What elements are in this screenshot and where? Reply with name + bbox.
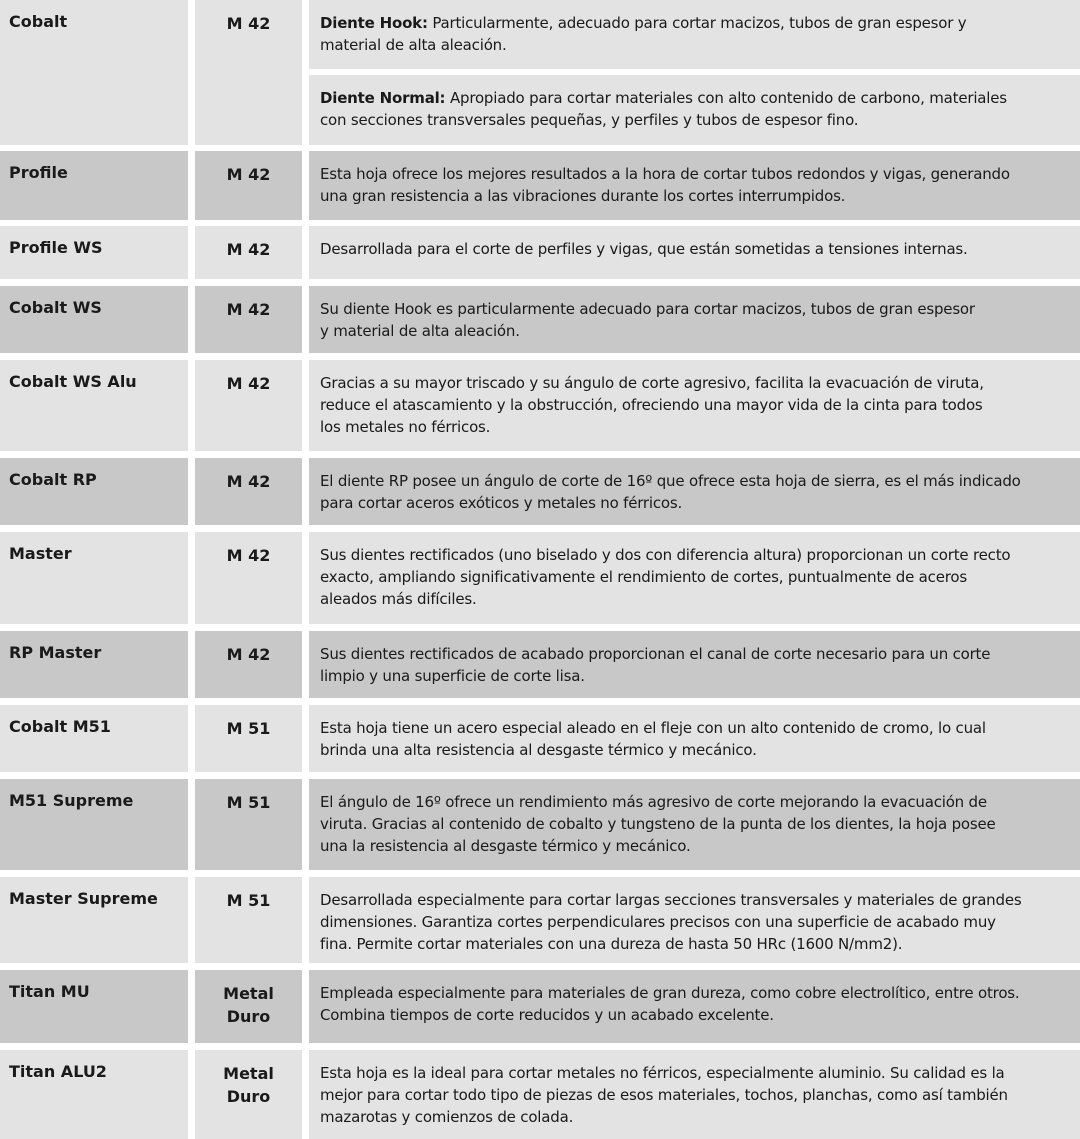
material-cell	[195, 360, 302, 451]
tooth-description	[309, 0, 1080, 69]
blade-name: Cobalt WS Alu	[9, 372, 137, 391]
description-cell	[309, 970, 1080, 1043]
description-line	[320, 12, 1076, 34]
material-label: M 42	[226, 374, 271, 393]
material-cell	[195, 151, 302, 220]
material-cell	[195, 705, 302, 772]
blade-name: Profile WS	[9, 238, 103, 257]
description-line: una gran resistencia a las vibraciones durante los cortes interrumpidos.	[320, 187, 846, 205]
blade-name-cell	[0, 532, 188, 624]
description-line: Sus dientes rectificados (uno biselado y dos con diferencia altura) proporcionan un corte recto	[320, 546, 1011, 564]
material-label: M 42	[226, 472, 271, 491]
blade-name: RP Master	[9, 643, 102, 662]
description-line: El diente RP posee un ángulo de corte de 16º que ofrece esta hoja de sierra, es el más indicado	[320, 472, 1021, 490]
description-line	[320, 109, 1076, 131]
description-text: Particularmente, adecuado para cortar macizos, tubos de gran espesor y	[432, 14, 967, 32]
description-line: los metales no férricos.	[320, 418, 491, 436]
description-cell	[309, 226, 1080, 279]
description-line: dimensiones. Garantiza cortes perpendiculares precisos con una superficie de acabado muy	[320, 913, 996, 931]
blade-name: Titan MU	[9, 982, 90, 1001]
material-cell	[195, 631, 302, 698]
description-line: El ángulo de 16º ofrece un rendimiento más agresivo de corte mejorando la evacuación de	[320, 793, 987, 811]
blade-name: Cobalt	[9, 12, 68, 31]
material-label: M 42	[226, 165, 271, 184]
material-label: M 42	[226, 546, 271, 565]
blade-name: Cobalt RP	[9, 470, 97, 489]
description-line: Empleada especialmente para materiales de gran dureza, como cobre electrolítico, entre otros.	[320, 984, 1020, 1002]
blade-name-cell	[0, 1050, 188, 1139]
blade-name-cell	[0, 877, 188, 963]
blade-name: Profile	[9, 163, 68, 182]
description-line: Su diente Hook es particularmente adecuado para cortar macizos, tubos de gran espesor	[320, 300, 975, 318]
table-row	[0, 226, 1080, 279]
blade-name-cell	[0, 779, 188, 870]
description-line: y material de alta aleación.	[320, 322, 520, 340]
description-line: reduce el atascamiento y la obstrucción, ofreciendo una mayor vida de la cinta para todos	[320, 396, 983, 414]
material-label: M 42	[226, 240, 271, 259]
blade-name-cell	[0, 970, 188, 1043]
description-text: Apropiado para cortar materiales con alto contenido de carbono, materiales	[449, 89, 1007, 107]
description-cell	[309, 286, 1080, 353]
blade-name: M51 Supreme	[9, 791, 134, 810]
blade-name: Titan ALU2	[9, 1062, 107, 1081]
description-line: una la resistencia al desgaste térmico y mecánico.	[320, 837, 691, 855]
material-cell	[195, 1050, 302, 1139]
description-line: Combina tiempos de corte reducidos y un acabado excelente.	[320, 1006, 774, 1024]
material-cell	[195, 970, 302, 1043]
table-row	[0, 286, 1080, 353]
table-row	[0, 151, 1080, 220]
description-line: Esta hoja ofrece los mejores resultados a la hora de cortar tubos redondos y vigas, generando	[320, 165, 1010, 183]
description-line: viruta. Gracias al contenido de cobalto y tungsteno de la punta de los dientes, la hoja posee	[320, 815, 996, 833]
material-cell	[195, 779, 302, 870]
table-row	[0, 970, 1080, 1043]
material-label: M 51	[226, 891, 271, 910]
description-line: Desarrollada para el corte de perfiles y vigas, que están sometidas a tensiones internas.	[320, 240, 968, 258]
blade-name-cell	[0, 286, 188, 353]
table-row	[0, 877, 1080, 963]
description-line: mazarotas y comienzos de colada.	[320, 1108, 574, 1126]
blade-name: Master	[9, 544, 72, 563]
material-label: Metal	[223, 1064, 274, 1083]
blade-name: Cobalt WS	[9, 298, 102, 317]
table-row	[0, 1050, 1080, 1139]
description-cell	[309, 360, 1080, 451]
description-cell	[309, 532, 1080, 624]
description-line: aleados más difíciles.	[320, 590, 477, 608]
description-cell	[309, 877, 1080, 963]
material-label: M 42	[226, 300, 271, 319]
blade-name-cell	[0, 226, 188, 279]
material-label: Duro	[226, 1007, 271, 1026]
description-line: para cortar aceros exóticos y metales no férricos.	[320, 494, 683, 512]
material-cell	[195, 532, 302, 624]
table-row	[0, 360, 1080, 451]
description-line: fina. Permite cortar materiales con una dureza de hasta 50 HRc (1600 N/mm2).	[320, 935, 903, 953]
material-label: Duro	[226, 1087, 271, 1106]
description-cell	[309, 1050, 1080, 1139]
description-text: material de alta aleación.	[320, 36, 507, 54]
material-cell	[195, 0, 302, 145]
description-line: mejor para cortar todo tipo de piezas de esos materiales, tochos, planchas, como así también	[320, 1086, 1008, 1104]
description-line: Esta hoja es la ideal para cortar metales no férricos, especialmente aluminio. Su calidad es la	[320, 1064, 1005, 1082]
description-cell	[309, 779, 1080, 870]
tooth-description	[309, 75, 1080, 145]
blade-name-cell	[0, 360, 188, 451]
tooth-type-label: Diente Hook:	[320, 14, 428, 32]
description-cell	[309, 705, 1080, 772]
description-line: Desarrollada especialmente para cortar largas secciones transversales y materiales de grandes	[320, 891, 1022, 909]
table-row	[0, 0, 1080, 145]
table-row	[0, 532, 1080, 624]
description-cell	[309, 458, 1080, 525]
blade-name-cell	[0, 458, 188, 525]
description-cell	[309, 631, 1080, 698]
table-row	[0, 779, 1080, 870]
description-line: limpio y una superficie de corte lisa.	[320, 667, 585, 685]
blade-name-cell	[0, 631, 188, 698]
blade-name: Master Supreme	[9, 889, 158, 908]
material-cell	[195, 286, 302, 353]
material-cell	[195, 458, 302, 525]
tooth-type-label: Diente Normal:	[320, 89, 446, 107]
material-label: Metal	[223, 984, 274, 1003]
material-label: M 42	[226, 14, 271, 33]
description-cell	[309, 151, 1080, 220]
material-label: M 51	[226, 719, 271, 738]
description-line: Gracias a su mayor triscado y su ángulo de corte agresivo, facilita la evacuación de viruta,	[320, 374, 984, 392]
description-line: Esta hoja tiene un acero especial aleado en el fleje con un alto contenido de cromo, lo cual	[320, 719, 986, 737]
description-line: brinda una alta resistencia al desgaste térmico y mecánico.	[320, 741, 757, 759]
table-row	[0, 631, 1080, 698]
description-line: Sus dientes rectificados de acabado proporcionan el canal de corte necesario para un corte	[320, 645, 991, 663]
description-text: con secciones transversales pequeñas, y perfiles y tubos de espesor fino.	[320, 111, 859, 129]
table-row	[0, 705, 1080, 772]
description-line: exacto, ampliando significativamente el rendimiento de cortes, puntualmente de aceros	[320, 568, 967, 586]
description-line	[320, 87, 1076, 109]
blade-name: Cobalt M51	[9, 717, 111, 736]
material-label: M 51	[226, 793, 271, 812]
blade-name-cell	[0, 705, 188, 772]
blade-name-cell	[0, 151, 188, 220]
description-line	[320, 34, 1076, 56]
material-cell	[195, 226, 302, 279]
blade-name-cell	[0, 0, 188, 145]
table-row	[0, 458, 1080, 525]
material-cell	[195, 877, 302, 963]
material-label: M 42	[226, 645, 271, 664]
